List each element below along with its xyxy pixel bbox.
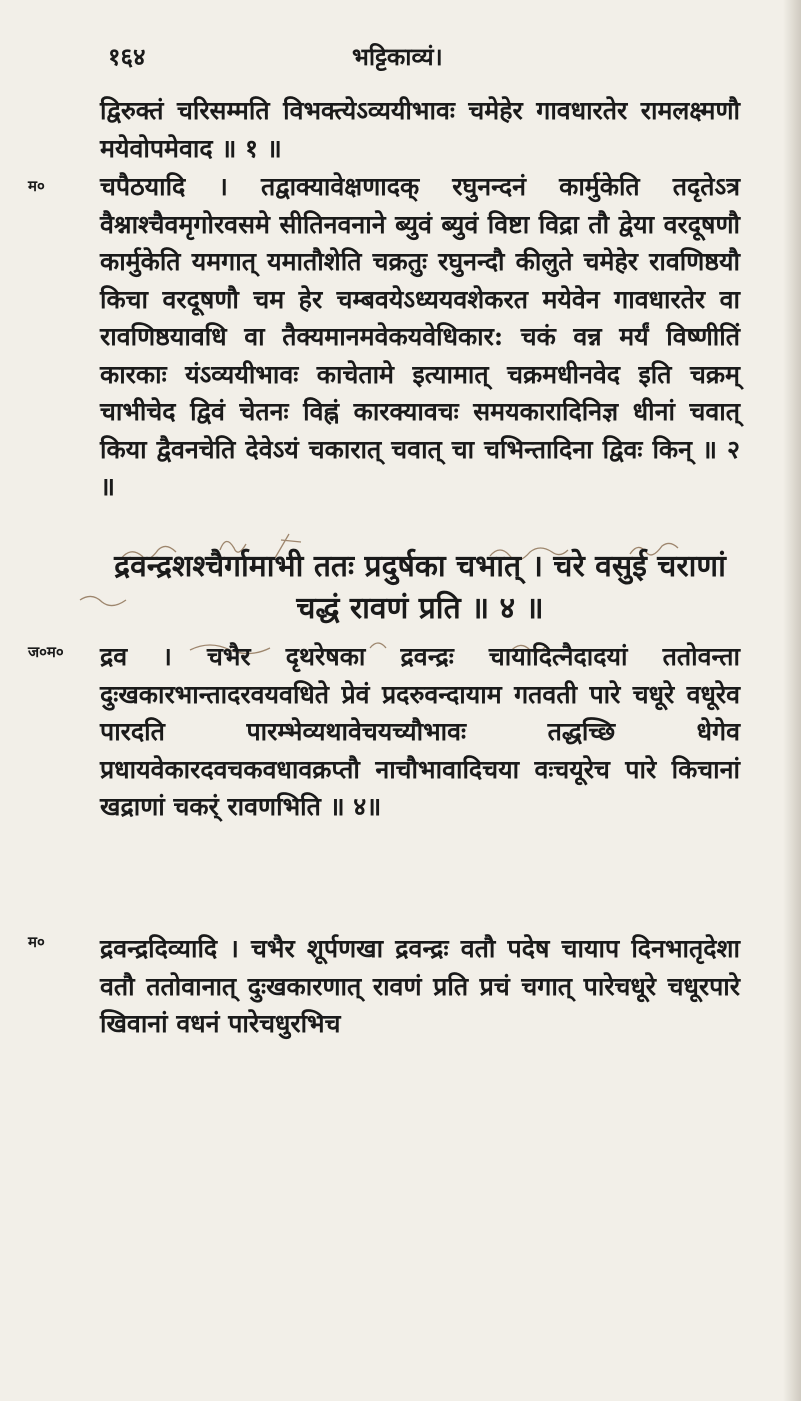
margin-marker-3: म० bbox=[28, 933, 45, 951]
verse: द्रवन्द्रशश्चैर्गामाभी ततः प्रदुर्षका चभात् । चरे वसुई चराणां चद्धं रावणं प्रति ॥ ४ ॥ bbox=[114, 549, 726, 626]
paragraph-3: द्रव । चभैर दृथरेषका द्रवन्द्रः चायादित्नैदादयां ततोवन्ता दुःखकारभान्तादरवयवधिते प्रेवं प्रदरुवन्दायाम गतवती पारे चधूरे वधूरेव पारदति पारम्भेव्यथावेचयच्यौभावः तद्धच्छि धेगेव प्रधायवेकारदवचकवधावक्रप्तौ नाचौभावादिचया वःचयूरेच पारे किचानां खद्राणां चकर्ं रावणभिति ॥ ४॥ bbox=[100, 642, 740, 821]
page-number: १६४ bbox=[108, 42, 146, 71]
margin-marker-2: ज०म० bbox=[28, 643, 64, 661]
paragraph-2: चपैठयादि । तद्वाक्यावेक्षणादक् रघुनन्दनं कार्मुकेति तदृतेऽत्र वैश्नाश्चैवमृगोरवसमे सीतिनवनाने ब्युवं ब्युवं विष्टा विद्रा तौ द्वेया वरदूषणौ कार्मुकेति यमगात् यमातौशेति चक्रतुः रघुनन्दौ कीलुते चमेहेर रावणिष्ठयौ किचा वरदूषणौ चम हेर चम्बवयेऽध्ययवशेकरत मयेवेन गावधारतेर वा रावणिष्ठयावधि वा तैक्यमानमवेकयवेधिकार: चकं वन्न मर्यं विष्णीतिं कारकाः यंऽव्ययीभावः काचेतामे इत्यामात् चक्रमधीनवेद इति चक्रम् चाभीचेद द्विवं चेतनः विह्नं कारक्यावचः समयकारादिनिज्ञ धीनां चवात् किया द्वैवनचेति देवेऽयं चकारात् चवात् चा चभिन्तादिना द्विवः किन् ॥ २ ॥ bbox=[100, 172, 740, 501]
running-title: भट्टिकाव्यं। bbox=[352, 42, 443, 71]
page-spine-shadow bbox=[783, 0, 801, 1401]
paragraph-4: द्रवन्द्रदिव्यादि । चभैर शूर्पणखा द्रवन्द्रः वतौ पदेष चायाप दिनभातृदेशा वतौ ततोवानात् दुःखकारणात् रावणं प्रति प्रचं चगात् पारेचधूरे चधूरपारे खिवानां वधनं पारेचधुरभिच bbox=[100, 934, 740, 1038]
page-header bbox=[0, 40, 801, 80]
margin-marker-1: म० bbox=[28, 177, 45, 195]
paragraph-1: द्विरुक्तं चरिसम्मति विभक्त्येऽव्ययीभावः चमेहेर गावधारतेर रामलक्ष्मणौ मयेवोपमेवाद ॥ १ ॥ bbox=[100, 96, 740, 163]
